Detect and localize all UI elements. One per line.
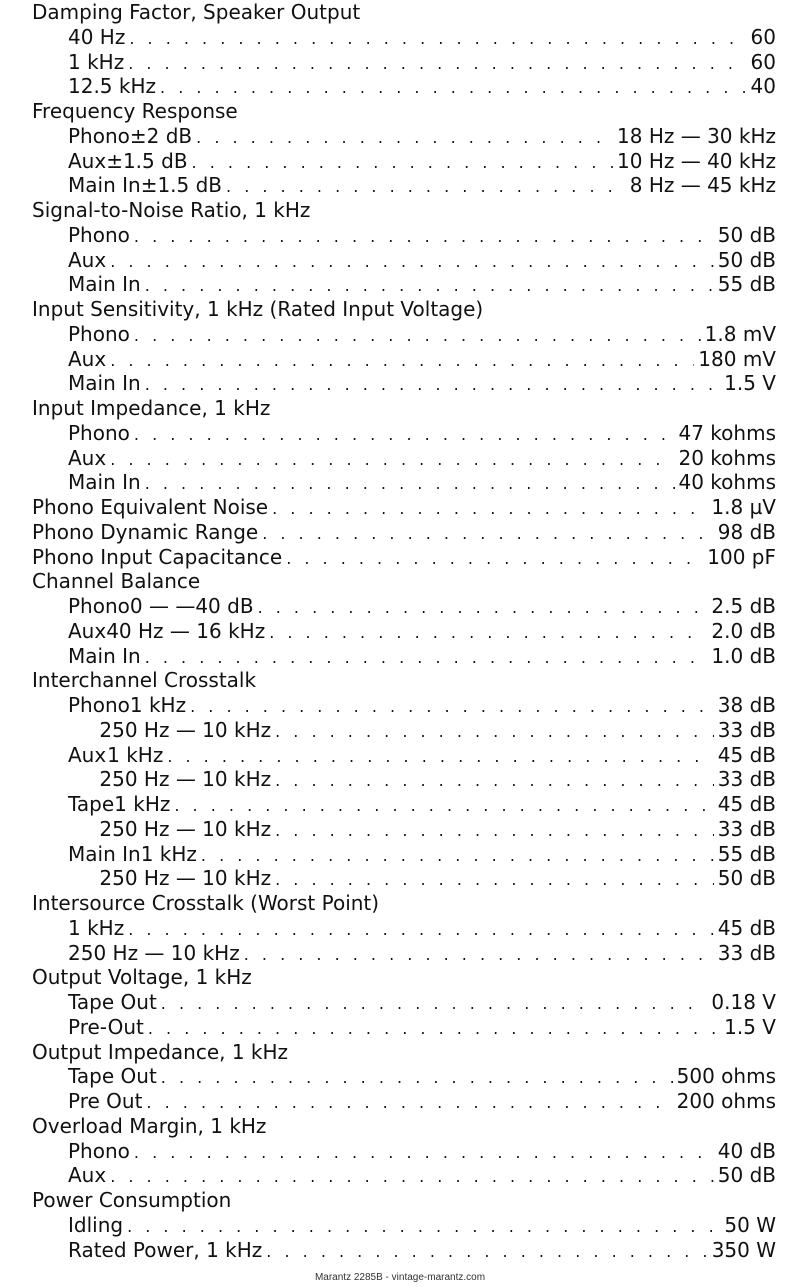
spec-row-label: Main In bbox=[68, 371, 141, 396]
spec-row-label: Rated Power, 1 kHz bbox=[68, 1237, 263, 1262]
spec-row bbox=[30, 446, 776, 471]
spec-section-heading bbox=[30, 495, 776, 520]
dot-leader bbox=[286, 547, 703, 572]
spec-value: 40 kohms bbox=[678, 470, 776, 495]
dot-leader bbox=[167, 745, 713, 770]
dot-leader bbox=[275, 720, 714, 745]
spec-heading-label: Output Voltage, 1 kHz bbox=[32, 965, 252, 990]
spec-row bbox=[30, 1015, 776, 1040]
spec-row bbox=[30, 941, 776, 966]
spec-row-label: 250 Hz — 10 kHz bbox=[68, 940, 240, 965]
dot-leader bbox=[275, 819, 714, 844]
spec-value: 98 dB bbox=[717, 519, 776, 544]
spec-row-label: Pre Out bbox=[68, 1089, 143, 1113]
spec-row-label: Tape Out bbox=[68, 990, 157, 1014]
spec-value: 8 Hz — 45 kHz bbox=[629, 173, 776, 198]
spec-row-label: Tape Out bbox=[68, 1064, 157, 1089]
dot-leader bbox=[145, 472, 675, 497]
spec-heading-label: Phono Equivalent Noise bbox=[32, 495, 269, 519]
spec-value: 2.0 dB bbox=[711, 618, 776, 643]
dot-leader bbox=[275, 868, 714, 893]
spec-row bbox=[30, 371, 776, 396]
spec-row bbox=[30, 223, 776, 248]
dot-leader bbox=[258, 596, 708, 621]
spec-heading-label: Phono Input Capacitance bbox=[32, 544, 283, 569]
spec-value: 2.5 dB bbox=[711, 594, 776, 618]
spec-row-condition: 1 kHz bbox=[129, 693, 187, 717]
dot-leader bbox=[134, 1141, 714, 1166]
spec-heading-label: Frequency Response bbox=[32, 99, 238, 123]
spec-value: 50 dB bbox=[717, 222, 776, 247]
spec-section-heading bbox=[30, 396, 776, 421]
spec-section-heading bbox=[30, 668, 776, 693]
spec-row bbox=[30, 594, 776, 619]
spec-value: 18 Hz — 30 kHz bbox=[617, 123, 776, 148]
dot-leader bbox=[244, 943, 714, 968]
spec-value: 1.5 V bbox=[724, 371, 776, 396]
spec-value: 1.5 V bbox=[724, 1014, 776, 1039]
spec-value: 200 ohms bbox=[676, 1089, 776, 1113]
spec-row bbox=[30, 767, 776, 792]
spec-value: 55 dB bbox=[717, 841, 776, 866]
spec-row bbox=[30, 1089, 776, 1114]
dot-leader bbox=[275, 769, 714, 794]
spec-row-label: Aux bbox=[68, 1163, 107, 1188]
dot-leader bbox=[196, 126, 613, 151]
spec-row bbox=[30, 470, 776, 495]
spec-value: 40 dB bbox=[717, 1138, 776, 1163]
spec-heading-label: Phono Dynamic Range bbox=[32, 519, 259, 544]
dot-leader bbox=[128, 918, 714, 943]
spec-row bbox=[30, 718, 776, 743]
spec-row bbox=[30, 1163, 776, 1188]
spec-row-condition: 1 kHz bbox=[140, 841, 197, 866]
spec-heading-label: Input Sensitivity, 1 kHz (Rated Input Voltage) bbox=[32, 297, 484, 321]
spec-row-label: Phono bbox=[68, 1138, 130, 1163]
dot-leader bbox=[262, 522, 714, 547]
spec-row bbox=[30, 1213, 776, 1238]
spec-value: 60 bbox=[750, 49, 776, 74]
spec-value: 50 dB bbox=[717, 866, 776, 891]
spec-row-label: Phono bbox=[68, 123, 130, 148]
dot-leader bbox=[110, 1165, 714, 1190]
spec-heading-label: Input Impedance, 1 kHz bbox=[32, 396, 271, 420]
spec-value: 0.18 V bbox=[711, 990, 776, 1014]
spec-section-heading bbox=[30, 891, 776, 916]
dot-leader bbox=[272, 497, 707, 522]
spec-value: 33 dB bbox=[717, 717, 776, 742]
spec-row-label: Main In bbox=[68, 643, 141, 668]
spec-value: 47 kohms bbox=[678, 420, 776, 445]
spec-value: 55 dB bbox=[717, 272, 776, 297]
dot-leader bbox=[174, 794, 713, 819]
spec-heading-label: Intersource Crosstalk (Worst Point) bbox=[32, 891, 380, 915]
spec-row-condition: 250 Hz — 10 kHz bbox=[99, 816, 272, 841]
dot-leader bbox=[127, 1215, 720, 1240]
spec-section-heading bbox=[30, 569, 776, 594]
spec-heading-label: Output Impedance, 1 kHz bbox=[32, 1039, 289, 1064]
spec-row-label: Phono bbox=[68, 594, 130, 618]
dot-leader bbox=[161, 1066, 673, 1091]
spec-section-heading bbox=[30, 1114, 776, 1139]
dot-leader bbox=[128, 52, 746, 77]
spec-heading-label: Overload Margin, 1 kHz bbox=[32, 1113, 267, 1138]
dot-leader bbox=[269, 621, 707, 646]
spec-value: 350 W bbox=[711, 1237, 776, 1262]
spec-value: 38 dB bbox=[717, 693, 776, 717]
spec-value: 33 dB bbox=[717, 767, 776, 792]
spec-row-label: Phono bbox=[68, 693, 130, 717]
spec-row bbox=[30, 866, 776, 891]
spec-row-condition: ±1.5 dB bbox=[140, 173, 223, 198]
spec-row-label: Aux bbox=[68, 742, 107, 767]
spec-heading-label: Interchannel Crosstalk bbox=[32, 668, 257, 693]
spec-row bbox=[30, 1139, 776, 1164]
dot-leader bbox=[160, 76, 747, 101]
spec-section-heading bbox=[30, 1040, 776, 1065]
page-footer: Marantz 2285B - vintage-marantz.com bbox=[314, 1272, 486, 1283]
spec-row-label: Pre-Out bbox=[68, 1014, 144, 1039]
spec-row-condition: ±2 dB bbox=[129, 123, 193, 148]
spec-section-heading bbox=[30, 297, 776, 322]
spec-row-condition: 0 — —40 dB bbox=[129, 594, 254, 618]
spec-section-heading bbox=[30, 99, 776, 124]
dot-leader bbox=[201, 844, 714, 869]
spec-row bbox=[30, 124, 776, 149]
spec-row-label: Phono bbox=[68, 321, 130, 346]
spec-row bbox=[30, 25, 776, 50]
dot-leader bbox=[134, 423, 675, 448]
spec-row-label: Idling bbox=[68, 1212, 124, 1237]
spec-value: 1.8 mV bbox=[704, 321, 776, 346]
dot-leader bbox=[266, 1240, 707, 1265]
spec-value: 500 ohms bbox=[676, 1064, 776, 1089]
dot-leader bbox=[148, 1017, 720, 1042]
spec-section-heading bbox=[30, 0, 776, 25]
spec-row-condition: ±1.5 dB bbox=[106, 148, 188, 173]
spec-row bbox=[30, 421, 776, 446]
spec-row-label: Main In bbox=[68, 841, 141, 866]
spec-row-label: Tape bbox=[68, 792, 115, 816]
spec-row bbox=[30, 347, 776, 372]
spec-row bbox=[30, 173, 776, 198]
spec-row bbox=[30, 248, 776, 273]
spec-row-label: Main In bbox=[68, 272, 141, 297]
spec-row-label: Aux bbox=[68, 247, 107, 272]
spec-row bbox=[30, 916, 776, 941]
spec-row-condition: 250 Hz — 10 kHz bbox=[99, 767, 272, 792]
spec-value: 1.8 µV bbox=[711, 495, 776, 519]
spec-row-label: 1 kHz bbox=[68, 49, 125, 74]
spec-row bbox=[30, 792, 776, 817]
dot-leader bbox=[110, 448, 674, 473]
spec-row bbox=[30, 1064, 776, 1089]
spec-row bbox=[30, 1238, 776, 1263]
spec-value: 33 dB bbox=[717, 816, 776, 841]
spec-row bbox=[30, 619, 776, 644]
spec-section-heading bbox=[30, 545, 776, 570]
spec-row-label: Main In bbox=[68, 173, 141, 198]
dot-leader bbox=[145, 274, 714, 299]
spec-value: 50 W bbox=[724, 1212, 776, 1237]
spec-section-heading bbox=[30, 965, 776, 990]
spec-row-label: Phono bbox=[68, 222, 130, 247]
spec-row bbox=[30, 644, 776, 669]
spec-row-label: Phono bbox=[68, 420, 130, 445]
spec-row-condition: 250 Hz — 10 kHz bbox=[99, 717, 272, 742]
spec-heading-label: Signal-to-Noise Ratio, 1 kHz bbox=[32, 198, 311, 222]
spec-heading-label: Power Consumption bbox=[32, 1188, 232, 1212]
dot-leader bbox=[110, 349, 694, 374]
spec-row bbox=[30, 990, 776, 1015]
dot-leader bbox=[190, 695, 714, 720]
spec-row-condition: 250 Hz — 10 kHz bbox=[99, 866, 272, 891]
spec-row-label: Aux bbox=[68, 148, 107, 173]
dot-leader bbox=[226, 175, 626, 200]
dot-leader bbox=[134, 225, 714, 250]
spec-row-label: Main In bbox=[68, 470, 141, 495]
spec-row-label: Aux bbox=[68, 346, 107, 371]
dot-leader bbox=[110, 250, 714, 275]
spec-row bbox=[30, 693, 776, 718]
spec-value: 45 dB bbox=[717, 792, 776, 816]
dot-leader bbox=[145, 646, 708, 671]
spec-heading-label: Damping Factor, Speaker Output bbox=[32, 0, 361, 24]
spec-heading-label: Channel Balance bbox=[32, 569, 201, 594]
spec-value: 20 kohms bbox=[678, 445, 776, 470]
spec-value: 1.0 dB bbox=[711, 643, 776, 668]
spec-value: 50 dB bbox=[717, 247, 776, 272]
dot-leader bbox=[161, 992, 708, 1017]
spec-row bbox=[30, 842, 776, 867]
spec-row-condition: 1 kHz bbox=[107, 742, 164, 767]
spec-row bbox=[30, 322, 776, 347]
spec-section-heading bbox=[30, 198, 776, 223]
spec-row bbox=[30, 817, 776, 842]
spec-row-condition: 1 kHz bbox=[114, 792, 171, 816]
spec-row bbox=[30, 272, 776, 297]
spec-section-heading bbox=[30, 520, 776, 545]
spec-value: 40 bbox=[750, 74, 776, 99]
dot-leader bbox=[146, 1091, 672, 1116]
spec-row-condition: 40 Hz — 16 kHz bbox=[106, 618, 266, 643]
dot-leader bbox=[134, 324, 701, 349]
spec-row bbox=[30, 50, 776, 75]
spec-value: 60 bbox=[750, 24, 776, 49]
spec-value: 45 dB bbox=[717, 742, 776, 767]
dot-leader bbox=[192, 151, 613, 176]
spec-value: 100 pF bbox=[707, 544, 776, 569]
spec-value: 10 Hz — 40 kHz bbox=[617, 148, 776, 173]
spec-value: 45 dB bbox=[717, 915, 776, 940]
spec-value: 33 dB bbox=[717, 940, 776, 965]
spec-row bbox=[30, 74, 776, 99]
spec-row-label: Aux bbox=[68, 445, 107, 470]
dot-leader bbox=[145, 373, 720, 398]
spec-row-label: 12.5 kHz bbox=[68, 74, 157, 99]
spec-row-label: Aux bbox=[68, 618, 107, 643]
spec-sheet bbox=[30, 0, 776, 1262]
spec-row-label: 40 Hz bbox=[68, 24, 126, 49]
spec-value: 50 dB bbox=[717, 1163, 776, 1188]
spec-section-heading bbox=[30, 1188, 776, 1213]
spec-row bbox=[30, 743, 776, 768]
spec-value: 180 mV bbox=[698, 346, 776, 371]
spec-row bbox=[30, 149, 776, 174]
spec-row-label: 1 kHz bbox=[68, 915, 125, 940]
dot-leader bbox=[129, 27, 746, 52]
